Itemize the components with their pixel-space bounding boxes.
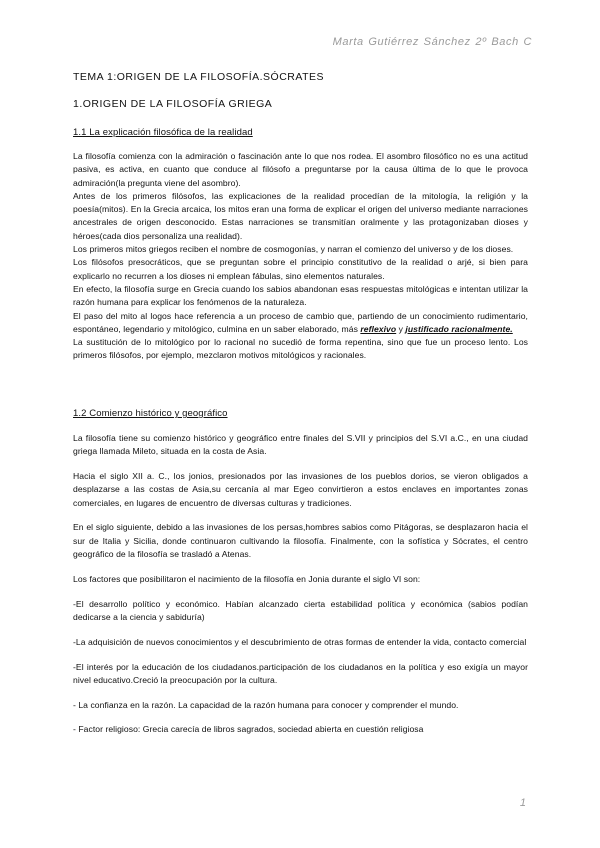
list-item-factor: - La confianza en la razón. La capacidad de la razón humana para conocer y comprender el mundo. — [73, 699, 459, 710]
list-item-factor: -El interés por la educación de los ciudadanos.participación de los ciudadanos en la política y eso exigía un mayor nivel educativo.Creció la preocupación por la cultura. — [73, 661, 528, 685]
paragraph: Antes de los primeros filósofos, las explicaciones de la realidad procedían de la mitología, la religión y la poesía(mitos). En la Grecia arcaica, los mitos eran una forma de explicar el origen del universo mediante narraciones ancestrales de origen desconocido. Estas narraciones se transmitían oralmente y las protagonizaban dioses y héroes(cada dios personaliza una realidad). — [73, 190, 528, 241]
paragraph: La filosofía tiene su comienzo histórico y geográfico entre finales del S.VII y principios del S.VI a.C., en una ciudad griega llamada Mileto, situada en la costa de Asia. — [73, 433, 528, 457]
section-1-2-body — [73, 432, 528, 748]
page-number: 1 — [519, 797, 526, 809]
paragraph: Hacia el siglo XII a. C., los jonios, presionados por las invasiones de los pueblos dorios, se vieron obligados a desplazarse a las costas de Asia,su cercanía al mar Egeo convirtieron a estos enclaves en importantes zonas comerciales, en lugares de encuentro de diversas culturas y tradiciones. — [73, 471, 528, 508]
paragraph: La filosofía comienza con la admiración o fascinación ante lo que nos rodea. El asombro filosófico no es una actitud pasiva, es activa, en cuanto que conduce al filósofo a preguntarse por la causa última de lo que le provoca admiración(la pregunta viene del asombro). — [73, 151, 528, 188]
list-item-factor: - Factor religioso: Grecia carecía de libros sagrados, sociedad abierta en cuestión religiosa — [73, 724, 424, 735]
text-run: y — [396, 323, 406, 334]
paragraph: En efecto, la filosofía surge en Grecia cuando los sabios abandonan esas respuestas mitológicas e intentan utilizar la razón humana para explicar los fenómenos de la naturaleza. — [73, 283, 528, 308]
paragraph-mito-logos — [73, 310, 528, 337]
list-item-factor: -El desarrollo político y económico. Habían alcanzado cierta estabilidad política y económica (sabios podían dedicarse a la ciencia y sabiduría) — [73, 598, 528, 622]
section-1-1-body — [73, 150, 528, 363]
text-run: El paso del mito al logos hace referencia a un proceso de cambio que, partiendo de un conocimiento rudimentario, espontáneo, legendario y mitológico, culmina en un saber elaborado, más — [73, 310, 528, 334]
section-title: 1.ORIGEN DE LA FILOSOFÍA GRIEGA — [73, 98, 273, 110]
paragraph: Los filósofos presocráticos, que se preguntan sobre el principio constitutivo de la realidad o arjé, si bien para explicarlo no recurren a los dioses ni emplean fábulas, sino elementos naturales. — [73, 257, 528, 281]
emphasis-justificado: justificado racionalmente. — [405, 323, 513, 334]
emphasis-reflexivo: reflexivo — [360, 323, 397, 334]
subsection-title-1-2: 1.2 Comienzo histórico y geográfico — [73, 408, 228, 419]
paragraph: En el siglo siguiente, debido a las invasiones de los persas,hombres sabios como Pitágoras, se desplazaron hacia el sur de Italia y Sicilia, donde continuaron cultivando la filosofía. Finalmente, con la sofística y Sócrates, el centro geográfico de la filosofía se trasladó a Atenas. — [73, 522, 528, 560]
page-header: Marta Gutiérrez Sánchez 2º Bach C — [332, 36, 532, 48]
paragraph: Los primeros mitos griegos reciben el nombre de cosmogonías, y narran el comienzo del universo y de los dioses. — [73, 244, 514, 255]
list-item-factor: -La adquisición de nuevos conocimientos y el descubrimiento de otras formas de entender la vida, contacto comercial — [73, 636, 527, 647]
paragraph: Los factores que posibilitaron el nacimiento de la filosofía en Jonia durante el siglo VI son: — [73, 573, 421, 584]
document-title: TEMA 1:ORIGEN DE LA FILOSOFÍA.SÓCRATES — [73, 71, 325, 83]
paragraph: La sustitución de lo mitológico por lo racional no sucedió de forma repentina, sino que fue un proceso lento. Los primeros filósofos, por ejemplo, mezclaron motivos mitológicos y racionales. — [73, 337, 528, 361]
subsection-title-1-1: 1.1 La explicación filosófica de la realidad — [73, 127, 253, 138]
